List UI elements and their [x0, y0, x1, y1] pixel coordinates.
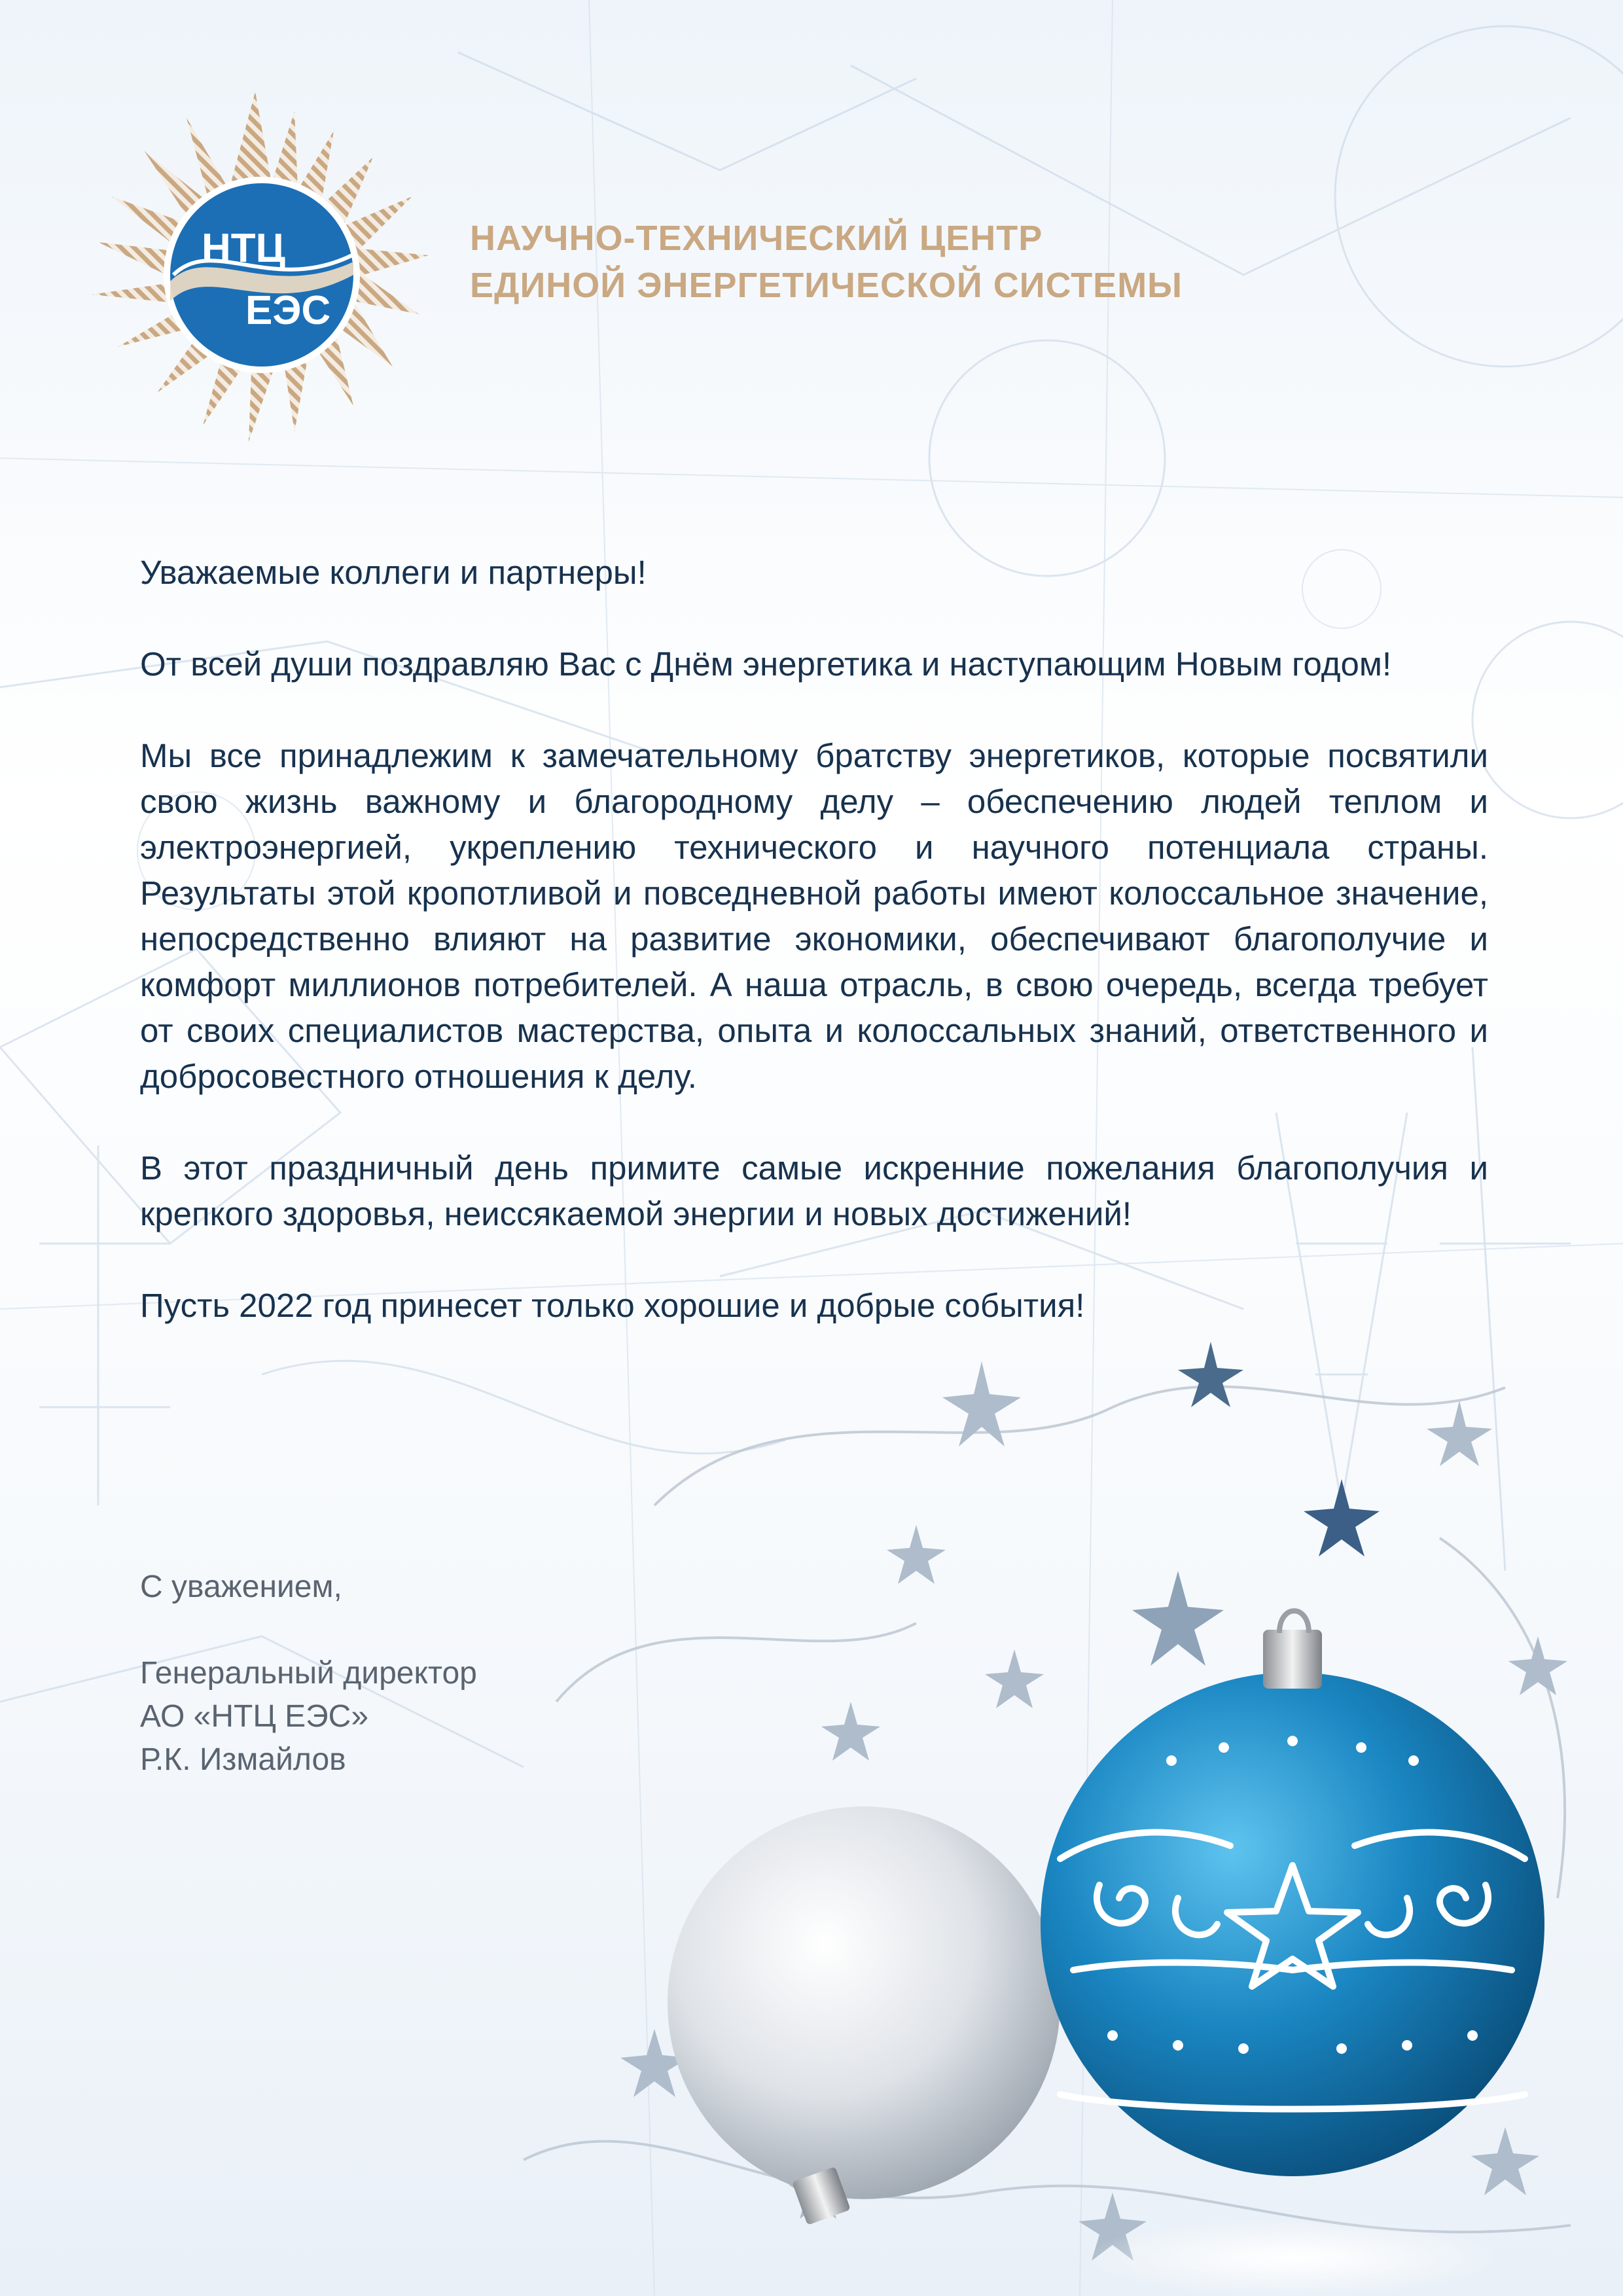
blue-ornament	[1041, 1611, 1544, 2296]
org-name-line1: НАУЧНО-ТЕХНИЧЕСКИЙ ЦЕНТР	[470, 219, 1043, 258]
letter-body	[140, 550, 1488, 1374]
letter-paragraph-3: В этот праздничный день примите самые искренние пожелания благополучия и крепкого здоровья, неиссякаемой энергии и новых достижений!	[140, 1149, 1488, 1232]
signature-closing: С уважением,	[140, 1570, 342, 1604]
letter-paragraph-4: Пусть 2022 год принесет только хорошие и добрые события!	[140, 1287, 1085, 1324]
logo-text-bottom: ЕЭС	[245, 288, 331, 333]
letter-paragraph-1: От всей души поздравляю Вас с Днём энергетика и наступающим Новым годом!	[140, 645, 1392, 683]
signature-company: АО «НТЦ ЕЭС»	[140, 1699, 369, 1734]
signature-name: Р.К. Измайлов	[140, 1742, 346, 1777]
logo-text-top: НТЦ	[202, 226, 285, 271]
ntc-ees-logo	[72, 85, 438, 452]
org-name-line2: ЕДИНОЙ ЭНЕРГЕТИЧЕСКОЙ СИСТЕМЫ	[470, 266, 1183, 305]
organization-name	[470, 215, 1183, 309]
signature-position: Генеральный директор	[140, 1656, 477, 1691]
signature-block	[140, 1566, 477, 1782]
letter-paragraph-2: Мы все принадлежим к замечательному братству энергетиков, которые посвятили свою жизнь важному и благородному делу – обеспечению людей теплом и электроэнергией, укреплению технического и научного потенциала страны. Результаты этой кропотливой и повседневной работы имеют колоссальное значение, непосредственно влияют на развитие экономики, обеспечивают благополучие и комфорт миллионов потребителей. А наша отрасль, в свою очередь, всегда требует от своих специалистов мастерства, опыта и колоссальных знаний, ответственного и добросовестного отношения к делу.	[140, 737, 1488, 1095]
letter-greeting: Уважаемые коллеги и партнеры!	[140, 554, 647, 591]
christmas-decoration	[0, 1309, 1623, 2296]
